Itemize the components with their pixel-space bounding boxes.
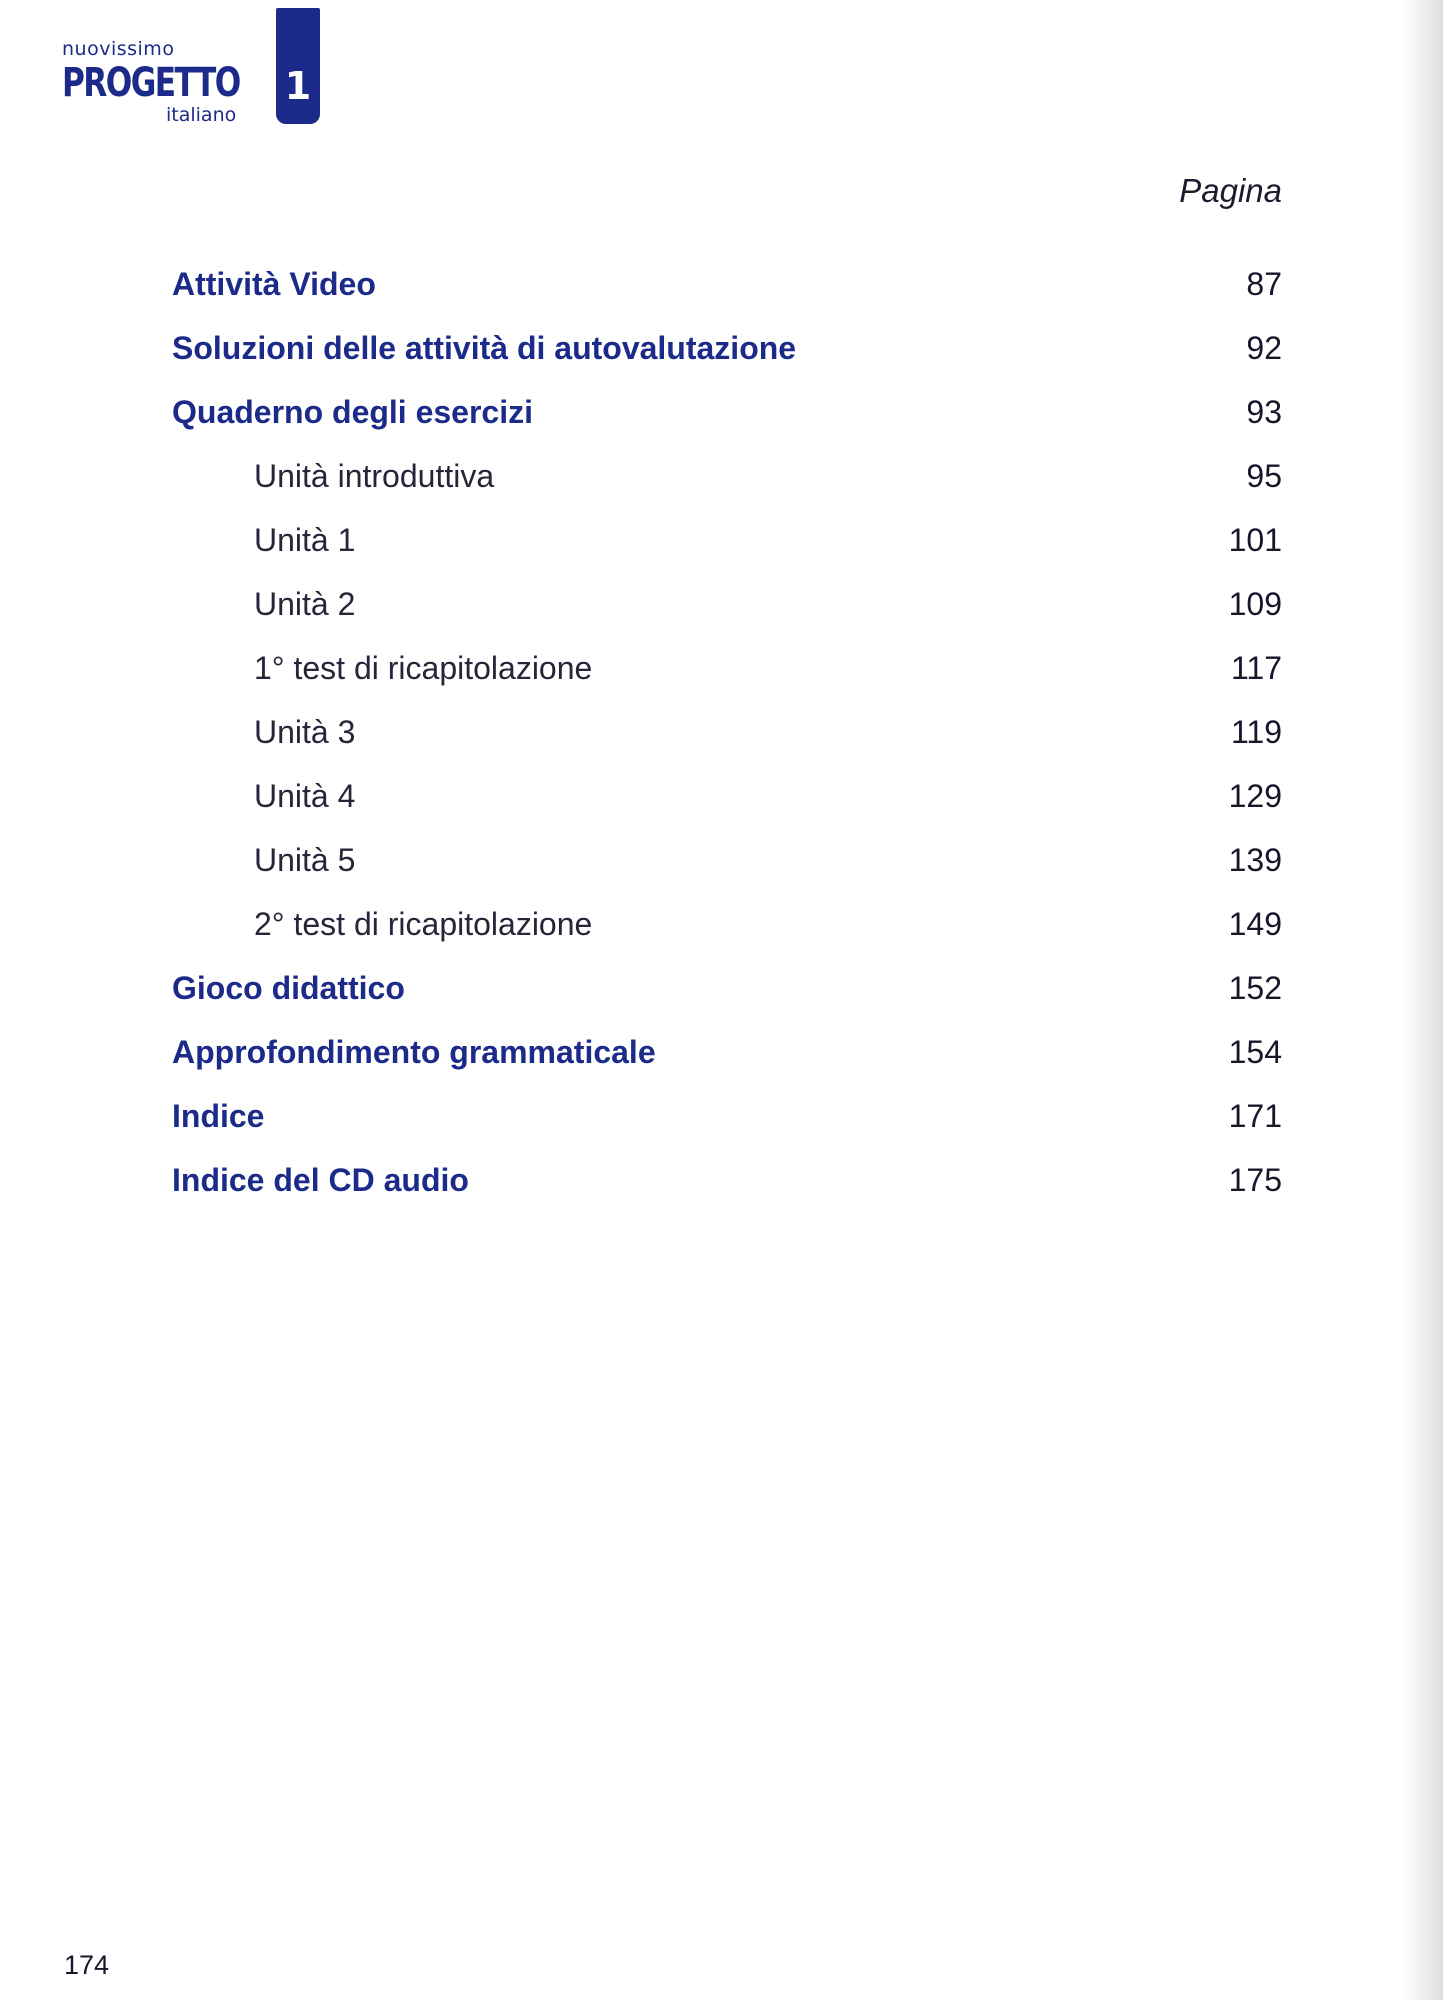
toc-subentry <box>172 576 1282 640</box>
toc-entry-title: Unità 2 <box>254 586 356 622</box>
toc-entry-page: 171 <box>1228 1098 1282 1134</box>
toc-entry-title: Indice del CD audio <box>172 1162 469 1198</box>
toc-entry-title: Attività Video <box>172 266 376 302</box>
toc-entry-page: 117 <box>1230 650 1282 686</box>
page-number: 174 <box>64 1950 110 1980</box>
toc-entry-title: Indice <box>172 1098 265 1134</box>
toc-entry-page: 93 <box>1246 394 1282 430</box>
toc-entry-page: 95 <box>1246 458 1282 494</box>
toc-entry-title: Unità 4 <box>254 778 356 814</box>
toc-entry <box>172 1152 1282 1216</box>
toc-entry-title: Quaderno degli esercizi <box>172 394 533 430</box>
toc-entry-page: 175 <box>1228 1162 1282 1198</box>
toc-entry <box>172 1088 1282 1152</box>
page-edge-shadow <box>1403 0 1443 2000</box>
toc-subentry <box>172 512 1282 576</box>
toc-entry-title: Unità 3 <box>254 714 356 750</box>
toc-entry-page: 119 <box>1230 714 1282 750</box>
toc-entry-title: Soluzioni delle attività di autovalutazione <box>172 330 797 366</box>
toc-entry-page: 101 <box>1228 522 1282 558</box>
toc-entry-title: Unità introduttiva <box>254 458 495 494</box>
toc-subentry <box>172 448 1282 512</box>
toc-entry-page: 109 <box>1228 586 1282 622</box>
toc-subentry <box>172 896 1282 960</box>
toc-entry-title: 2° test di ricapitolazione <box>254 906 593 942</box>
toc-subentry <box>172 704 1282 768</box>
volume-badge: 1 <box>276 8 320 124</box>
logo-small-text: nuovissimo <box>62 38 175 60</box>
table-of-contents <box>172 256 1282 1216</box>
toc-entry-title: Unità 5 <box>254 842 356 878</box>
toc-entry-page: 149 <box>1228 906 1282 942</box>
toc-entry-title: Gioco didattico <box>172 970 405 1006</box>
logo-main-text: PROGETTO <box>62 60 240 106</box>
toc-entry-page: 129 <box>1228 778 1282 814</box>
toc-entry-page: 152 <box>1228 970 1282 1006</box>
toc-entry <box>172 320 1282 384</box>
toc-entry <box>172 384 1282 448</box>
toc-subentry <box>172 832 1282 896</box>
toc-entry <box>172 256 1282 320</box>
toc-column-header: Pagina <box>1179 172 1282 209</box>
toc-entry <box>172 1024 1282 1088</box>
toc-entry <box>172 960 1282 1024</box>
toc-subentry <box>172 640 1282 704</box>
toc-subentry <box>172 768 1282 832</box>
logo-sub-text: italiano <box>166 104 237 126</box>
toc-entry-title: Approfondimento grammaticale <box>172 1034 656 1070</box>
toc-entry-page: 87 <box>1246 266 1282 302</box>
toc-entry-page: 92 <box>1246 330 1282 366</box>
toc-entry-title: Unità 1 <box>254 522 356 558</box>
toc-entry-page: 154 <box>1228 1034 1282 1070</box>
toc-entry-page: 139 <box>1228 842 1282 878</box>
toc-entry-title: 1° test di ricapitolazione <box>254 650 593 686</box>
